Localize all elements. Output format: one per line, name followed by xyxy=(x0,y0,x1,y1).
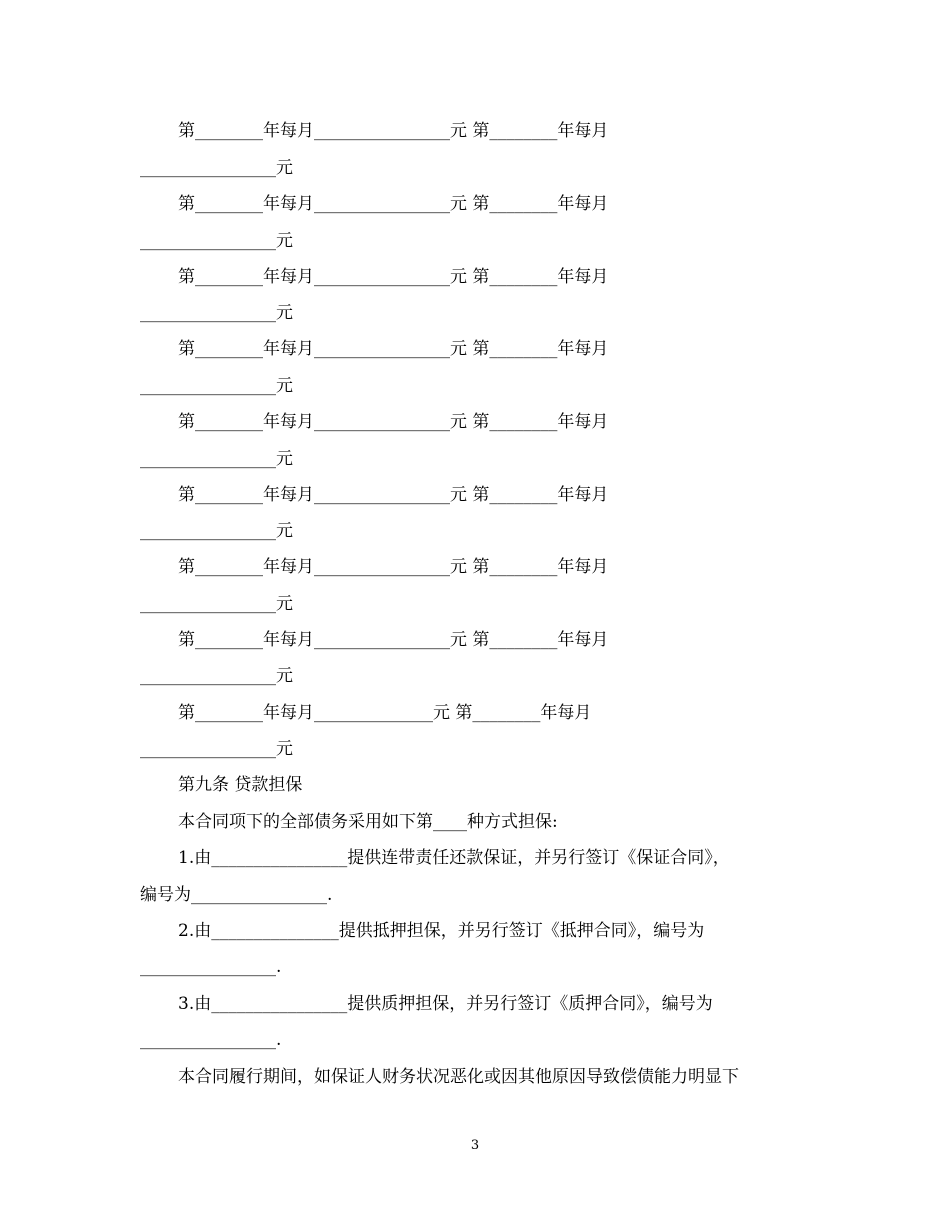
schedule-line-continuation: ________________元 xyxy=(140,521,293,541)
schedule-line-continuation: ________________元 xyxy=(140,376,293,396)
schedule-line: 第________年每月________________元 第________年每月 xyxy=(178,339,609,359)
schedule-line-continuation: ________________元 xyxy=(140,231,293,251)
guarantee-item-3: 3.由________________提供质押担保，并另行签订《质押合同》，编号为 xyxy=(178,994,713,1014)
schedule-line: 第________年每月________________元 第________年每月 xyxy=(178,412,609,432)
schedule-line-continuation: ________________元 xyxy=(140,449,293,469)
schedule-line-continuation: ________________元 xyxy=(140,666,293,686)
schedule-line-continuation: ________________元 xyxy=(140,158,293,178)
guarantee-item-1: 1.由________________提供连带责任还款保证，并另行签订《保证合同》， xyxy=(178,848,730,868)
schedule-line: 第________年每月________________元 第________年每月 xyxy=(178,485,609,505)
guarantee-item-3-continuation: ________________. xyxy=(140,1030,282,1050)
schedule-line-continuation: ________________元 xyxy=(140,594,293,614)
closing-paragraph: 本合同履行期间，如保证人财务状况恶化或因其他原因导致偿债能力明显下 xyxy=(178,1067,739,1087)
guarantee-item-2-continuation: ________________. xyxy=(140,957,282,977)
schedule-line: 第________年每月______________元 第________年每月 xyxy=(178,703,592,723)
page-number: 3 xyxy=(470,1138,480,1153)
guarantee-item-2: 2.由_______________提供抵押担保，并另行签订《抵押合同》，编号为 xyxy=(178,921,705,941)
schedule-line: 第________年每月________________元 第________年每月 xyxy=(178,630,609,650)
schedule-line: 第________年每月________________元 第________年每月 xyxy=(178,267,609,287)
schedule-line-continuation: ________________元 xyxy=(140,303,293,323)
guarantee-intro: 本合同项下的全部债务采用如下第____种方式担保: xyxy=(178,812,558,832)
guarantee-item-1-continuation: 编号为________________. xyxy=(140,885,333,905)
article-heading: 第九条 贷款担保 xyxy=(178,775,303,795)
schedule-line: 第________年每月________________元 第________年每月 xyxy=(178,557,609,577)
schedule-line: 第________年每月________________元 第________年每月 xyxy=(178,121,609,141)
schedule-line-continuation: ________________元 xyxy=(140,739,293,759)
schedule-line: 第________年每月________________元 第________年每月 xyxy=(178,194,609,214)
